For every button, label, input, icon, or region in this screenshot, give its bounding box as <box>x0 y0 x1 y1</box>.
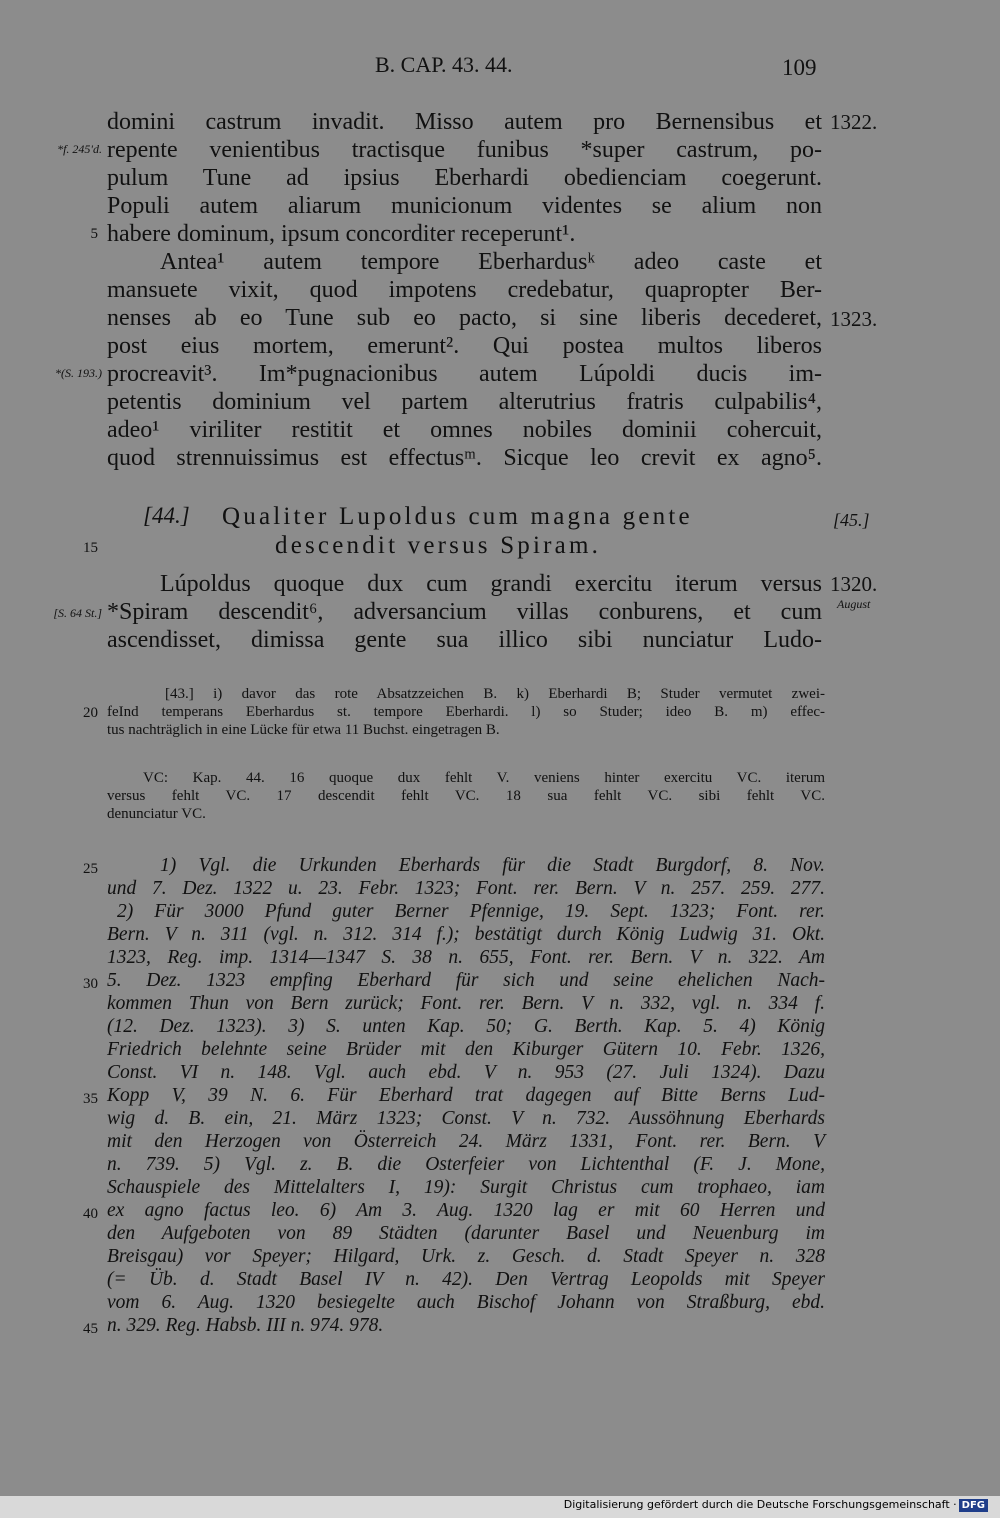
margin-edition-ref: *(S. 193.) <box>55 366 102 380</box>
variant-line: versus fehlt VC. 17 descendit fehlt VC. 18 sua fehlt VC. sibi fehlt VC. <box>107 788 825 804</box>
section-number: [44.] <box>143 503 190 528</box>
section-heading: descendit versus Spiram. <box>275 532 602 559</box>
footnote-line: n. 739. 5) Vgl. z. B. die Osterfeier von Lichtenthal (F. J. Mone, <box>107 1154 825 1175</box>
footnote-line: Kopp V, 39 N. 6. Für Eberhard trat dagegen auf Bitte Berns Lud- <box>107 1085 825 1106</box>
footnote-line: 1323, Reg. imp. 1314—1347 S. 38 n. 655, Font. rer. Bern. V n. 322. Am <box>107 947 825 968</box>
line-number: 25 <box>83 861 98 877</box>
main-line: repente venientibus tractisque funibus *super castrum, po- <box>107 137 822 163</box>
running-head: B. CAP. 43. 44. <box>375 52 513 77</box>
footnote-line: mit den Herzogen von Österreich 24. März 1331, Font. rer. Bern. V <box>107 1131 825 1152</box>
margin-month: August <box>837 597 871 611</box>
line-number: 40 <box>83 1206 98 1222</box>
line-number: 45 <box>83 1321 98 1337</box>
dfg-credit <box>564 1498 988 1512</box>
apparatus-line: tus nachträglich in eine Lücke für etwa 11 Buchst. eingetragen B. <box>107 722 500 738</box>
footnote-line: Const. VI n. 148. Vgl. auch ebd. V n. 953 (27. Juli 1324). Dazu <box>107 1062 825 1083</box>
footnote-line: n. 329. Reg. Habsb. III n. 974. 978. <box>107 1315 384 1336</box>
apparatus-line: feInd temperans Eberhardus st. tempore Eberhardi. l) so Studer; ideo B. m) effec- <box>107 704 825 720</box>
main-line: domini castrum invadit. Misso autem pro Bernensibus et <box>107 109 822 135</box>
main-line: petentis dominium vel partem alterutrius fratris culpabilis⁴, <box>107 389 822 415</box>
apparatus-line: [43.] i) davor das rote Absatzzeichen B. k) Eberhardi B; Studer vermutet zwei- <box>165 686 825 702</box>
footnote-line: vom 6. Aug. 1320 besiegelte auch Bischof Johann von Straßburg, ebd. <box>107 1292 825 1313</box>
margin-section-ref: [45.] <box>833 510 870 530</box>
footnote-line: 1) Vgl. die Urkunden Eberhards für die Stadt Burgdorf, 8. Nov. <box>160 855 825 876</box>
main-line: nenses ab eo Tune sub eo pacto, si sine liberis decederet, <box>107 305 822 331</box>
main-line: adeo¹ viriliter restitit et omnes nobiles dominii cohercuit, <box>107 417 822 443</box>
line-number: 30 <box>83 976 98 992</box>
margin-year: 1323. <box>830 307 878 331</box>
main-line: pulum Tune ad ipsius Eberhardi obedienciam coegerunt. <box>107 165 822 191</box>
footnote-line: Bern. V n. 311 (vgl. n. 312. 314 f.); bestätigt durch König Ludwig 31. Okt. <box>107 924 825 945</box>
margin-folio-ref: *f. 245'd. <box>57 142 102 156</box>
main-line: Populi autem aliarum municionum videntes se alium non <box>107 193 822 219</box>
margin-year: 1320. <box>830 572 878 596</box>
main-line: post eius mortem, emerunt². Qui postea multos liberos <box>107 333 822 359</box>
footnote-line: ex agno factus leo. 6) Am 3. Aug. 1320 lag er mit 60 Herren und <box>107 1200 825 1221</box>
margin-year: 1322. <box>830 110 878 134</box>
line-number: 15 <box>83 540 98 556</box>
footnote-line: 2) Für 3000 Pfund guter Berner Pfennige, 19. Sept. 1323; Font. rer. <box>117 901 825 922</box>
variant-line: VC: Kap. 44. 16 quoque dux fehlt V. veniens hinter exercitu VC. iterum <box>143 770 825 786</box>
footnote-line: (12. Dez. 1323). 3) S. unten Kap. 50; G. Berth. Kap. 5. 4) König <box>107 1016 825 1037</box>
footnote-line: wig d. B. ein, 21. März 1323; Const. V n. 732. Aussöhnung Eberhards <box>107 1108 825 1129</box>
main-line: mansuete vixit, quod impotens credebatur, quapropter Ber- <box>107 277 822 303</box>
main-line: quod strennuissimus est effectusᵐ. Sicque leo crevit ex agno⁵. <box>107 445 822 471</box>
footnote-line: Schauspiele des Mittelalters I, 19): Surgit Christus cum trophaeo, iam <box>107 1177 825 1198</box>
section-line: *Spiram descendit⁶, adversancium villas conburens, et cum <box>107 599 822 625</box>
footnote-line: (= Üb. d. Stadt Basel IV n. 42). Den Vertrag Leopolds mit Speyer <box>107 1269 825 1290</box>
section-line: ascendisset, dimissa gente sua illico sibi nunciatur Ludo- <box>107 627 822 653</box>
footnote-line: kommen Thun von Bern zurück; Font. rer. Bern. V n. 332, vgl. n. 334 f. <box>107 993 825 1014</box>
main-line: habere dominum, ipsum concorditer receperunt¹. <box>107 221 576 247</box>
main-line: Antea¹ autem tempore Eberhardusᵏ adeo caste et <box>160 249 822 275</box>
footnote-line: und 7. Dez. 1322 u. 23. Febr. 1323; Font. rer. Bern. V n. 257. 259. 277. <box>107 878 825 899</box>
footnote-line: 5. Dez. 1323 empfing Eberhard für sich und seine ehelichen Nach- <box>107 970 825 991</box>
section-heading: Qualiter Lupoldus cum magna gente <box>222 503 693 530</box>
margin-edition-ref: [S. 64 St.] <box>53 606 102 620</box>
variant-line: denunciatur VC. <box>107 806 206 822</box>
line-number: 20 <box>83 705 98 721</box>
line-number: 35 <box>83 1091 98 1107</box>
footnote-line: den Aufgeboten von 89 Städten (darunter Basel und Neuenburg im <box>107 1223 825 1244</box>
dfg-logo: DFG <box>959 1499 988 1512</box>
main-line: procreavit³. Im*pugnacionibus autem Lúpoldi ducis im- <box>107 361 822 387</box>
footnote-line: Breisgau) vor Speyer; Hilgard, Urk. z. Gesch. d. Stadt Speyer n. 328 <box>107 1246 825 1267</box>
line-number: 5 <box>90 226 98 242</box>
page-number: 109 <box>782 55 817 80</box>
section-line: Lúpoldus quoque dux cum grandi exercitu iterum versus <box>160 571 822 597</box>
dfg-credit-text: Digitalisierung gefördert durch die Deutsche Forschungsgemeinschaft · <box>563 1498 957 1511</box>
footnote-line: Friedrich belehnte seine Brüder mit den Kiburger Gütern 10. Febr. 1326, <box>107 1039 825 1060</box>
